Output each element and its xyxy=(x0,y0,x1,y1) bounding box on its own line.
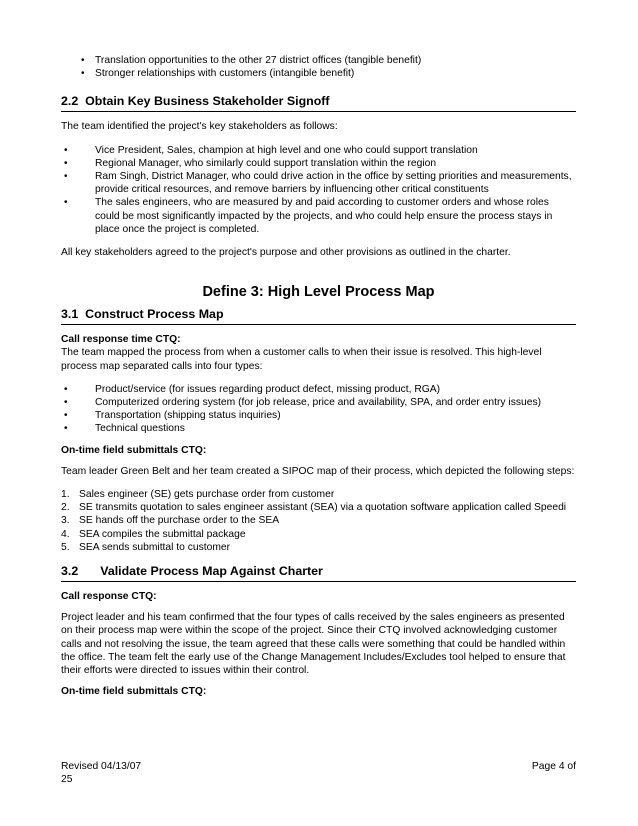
list-item xyxy=(61,501,576,514)
section-3-1-heading xyxy=(61,307,576,325)
call-response-time-label: Call response time CTQ: xyxy=(61,334,181,346)
list-item: • Technical questions xyxy=(61,422,576,435)
list-item xyxy=(61,541,576,554)
call-types-list xyxy=(61,383,576,436)
benefits-list xyxy=(61,54,576,80)
call-response-time-text: The team mapped the process from when a customer calls to when their issue is resolved. This high-level process map separated calls into four types: xyxy=(61,347,542,372)
section-2-2-heading xyxy=(61,94,576,112)
page-total: 25 xyxy=(61,774,73,786)
list-item: • The sales engineers, who are measured by and paid according to customer orders and whose roles could be most significantly impacted by the projects, and who could help ensure the process stays in place once the project is completed. xyxy=(61,196,576,236)
ontime-submittals-text: Team leader Green Belt and her team created a SIPOC map of their process, which depicted the following steps: xyxy=(61,465,575,477)
list-item: • Product/service (for issues regarding product defect, missing product, RGA) xyxy=(61,383,576,396)
step-text: SEA compiles the submittal package xyxy=(79,528,246,540)
list-item: • Regional Manager, who similarly could support translation within the region xyxy=(61,157,576,170)
section-title: Obtain Key Business Stakeholder Signoff xyxy=(85,94,330,109)
section-3-2-heading xyxy=(61,564,576,582)
list-item: • Translation opportunities to the other 27 district offices (tangible benefit) xyxy=(61,54,576,67)
step-number: 5. xyxy=(61,541,70,553)
step-number: 2. xyxy=(61,502,70,514)
ontime-submittals-label-2: On-time field submittals CTQ: xyxy=(61,686,207,698)
list-item: • Vice President, Sales, champion at high level and one who could support translation xyxy=(61,144,576,157)
page-number: Page 4 of xyxy=(531,761,576,772)
step-number: 3. xyxy=(61,515,70,527)
section-title: Validate Process Map Against Charter xyxy=(100,564,323,579)
revised-date: Revised 04/13/07 xyxy=(61,761,142,772)
list-item xyxy=(61,488,576,501)
step-text: SE transmits quotation to sales engineer assistant (SEA) via a quotation software application called Speedi xyxy=(79,502,567,514)
stakeholders-list xyxy=(61,144,576,236)
step-text: SEA sends submittal to customer xyxy=(79,541,231,553)
list-item: • Stronger relationships with customers (intangible benefit) xyxy=(61,67,576,80)
list-item: • Transportation (shipping status inquiries) xyxy=(61,409,576,422)
list-item xyxy=(61,514,576,527)
document-page xyxy=(61,54,576,699)
stakeholders-intro: The team identified the project's key stakeholders as follows: xyxy=(61,121,338,133)
call-response-text: Project leader and his team confirmed that the four types of calls received by the sales engineers as presented on their process map were within the scope of the project. Since their CTQ involved acknowledging customer calls and not resolving the issue, the team agreed that these calls were something that could be handled within the office. The team felt the early use of the Change Management Includes/Excludes tool helped to ensure that their efforts were directed to issues within their control. xyxy=(61,612,566,677)
stakeholders-closing: All key stakeholders agreed to the project's purpose and other provisions as outlined in the charter. xyxy=(61,247,511,259)
list-item: • Computerized ordering system (for job release, price and availability, SPA, and order entry issues) xyxy=(61,396,576,409)
define-3-heading: Define 3: High Level Process Map xyxy=(202,284,435,301)
call-response-label: Call response CTQ: xyxy=(61,591,157,603)
section-number: 3.1 xyxy=(61,307,79,322)
sipoc-steps-list xyxy=(61,488,576,554)
step-number: 1. xyxy=(61,489,70,501)
step-text: Sales engineer (SE) gets purchase order from customer xyxy=(79,489,335,501)
list-item: • Ram Singh, District Manager, who could drive action in the office by setting priorities and measurements, provide critical resources, and remove barriers by influencing other critical constituents xyxy=(61,170,576,196)
step-number: 4. xyxy=(61,528,70,540)
step-text: SE hands off the purchase order to the SEA xyxy=(79,515,280,527)
page-footer xyxy=(61,760,576,786)
section-number: 3.2 xyxy=(61,564,79,579)
ontime-submittals-label: On-time field submittals CTQ: xyxy=(61,444,207,456)
section-title: Construct Process Map xyxy=(85,307,224,322)
section-number: 2.2 xyxy=(61,94,79,109)
list-item xyxy=(61,528,576,541)
